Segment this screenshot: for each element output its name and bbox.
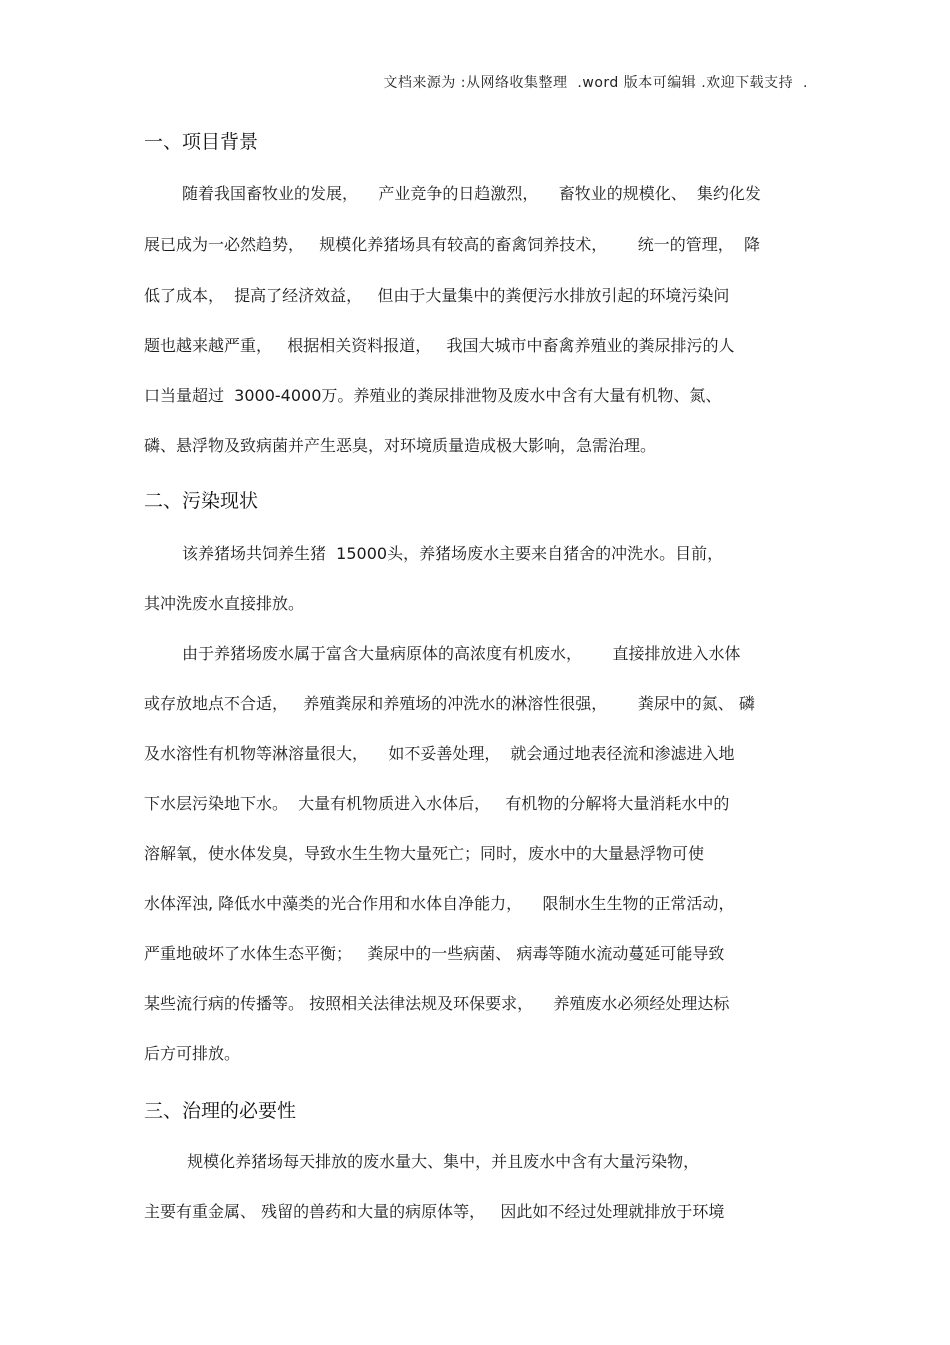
paragraph-line: 下水层污染地下水。 大量有机物质进入水体后， 有机物的分解将大量消耗水中的 — [144, 794, 730, 813]
paragraph-line: 随着我国畜牧业的发展， 产业竞争的日趋激烈， 畜牧业的规模化、 集约化发 — [182, 184, 761, 203]
paragraph-line: 其冲洗废水直接排放。 — [144, 594, 305, 613]
paragraph-line: 题也越来越严重， 根据相关资料报道， 我国大城市中畜禽养殖业的粪尿排污的人 — [144, 336, 735, 355]
paragraph-line: 磷、悬浮物及致病菌并产生恶臭，对环境质量造成极大影响，急需治理。 — [144, 436, 657, 455]
paragraph-line: 展已成为一必然趋势， 规模化养猪场具有较高的畜禽饲养技术， 统一的管理， 降 — [144, 235, 760, 254]
paragraph-line: 严重地破坏了水体生态平衡； 粪尿中的一些病菌、 病毒等随水流动蔓延可能导致 — [144, 944, 725, 963]
section-heading-necessity: 三、治理的必要性 — [144, 1100, 297, 1122]
paragraph-line: 由于养猪场废水属于富含大量病原体的高浓度有机废水， 直接排放进入水体 — [182, 644, 741, 663]
paragraph-line: 口当量超过 3000-4000万。养殖业的粪尿排泄物及废水中含有大量有机物、氮、 — [144, 386, 722, 405]
section-heading-pollution-status: 二、污染现状 — [144, 490, 259, 512]
header-note: 文档来源为 :从网络收集整理 .word 版本可编辑 .欢迎下载支持 . — [383, 75, 808, 91]
paragraph-line: 低了成本， 提高了经济效益， 但由于大量集中的粪便污水排放引起的环境污染问 — [144, 286, 730, 305]
paragraph-line: 及水溶性有机物等淋溶量很大， 如不妥善处理， 就会通过地表径流和渗滤进入地 — [144, 744, 735, 763]
paragraph-line: 某些流行病的传播等。 按照相关法律法规及环保要求， 养殖废水必须经处理达标 — [144, 994, 730, 1013]
paragraph-line: 主要有重金属、 残留的兽药和大量的病原体等， 因此如不经过处理就排放于环境 — [144, 1202, 725, 1221]
paragraph-line: 水体浑浊, 降低水中藻类的光合作用和水体自净能力， 限制水生生物的正常活动， — [144, 894, 735, 913]
paragraph-line: 后方可排放。 — [144, 1044, 241, 1063]
paragraph-line: 溶解氧，使水体发臭，导致水生生物大量死亡；同时，废水中的大量悬浮物可使 — [144, 844, 705, 863]
paragraph-line: 规模化养猪场每天排放的废水量大、集中，并且废水中含有大量污染物， — [182, 1152, 700, 1171]
section-heading-background: 一、项目背景 — [144, 131, 259, 153]
paragraph-line: 或存放地点不合适， 养殖粪尿和养殖场的冲洗水的淋溶性很强， 粪尿中的氮、 磷 — [144, 694, 755, 713]
paragraph-line: 该养猪场共饲养生猪 15000头，养猪场废水主要来自猪舍的冲洗水。目前， — [182, 544, 724, 563]
